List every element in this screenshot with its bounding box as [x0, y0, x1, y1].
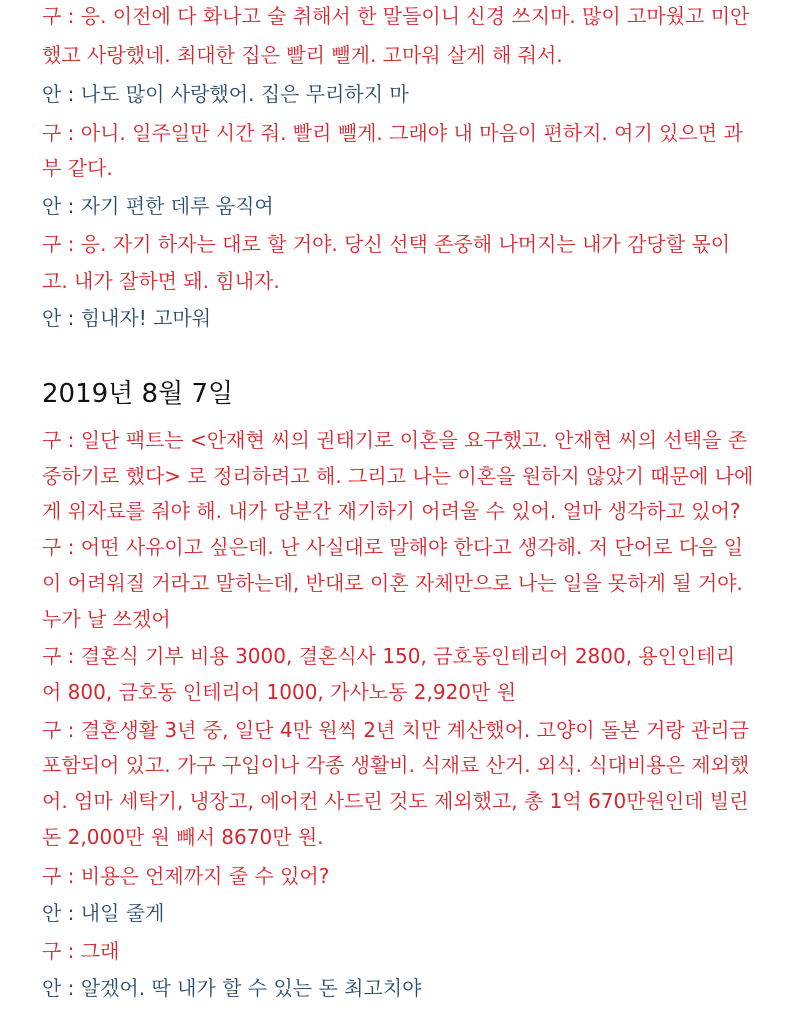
text-line: 구 : 어떤 사유이고 싶은데. 난 사실대로 말해야 한다고 생각해. 저 단어로 다음 일: [42, 535, 744, 559]
text-line: 안 : 알겠어. 딱 내가 할 수 있는 돈 최고치야: [42, 976, 422, 1000]
date-heading: 2019년 8월 7일: [42, 379, 234, 409]
text-line: 이 어려워질 거라고 말하는데, 반대로 이혼 자체만으로 나는 일을 못하게 될 거야.: [42, 571, 743, 595]
text-line: 중하기로 했다> 로 정리하려고 해. 그리고 나는 이혼을 원하지 않았기 때문에 나에: [42, 464, 754, 488]
text-line: 구 : 결혼생활 3년 중, 일단 4만 원씩 2년 치만 계산했어. 고양이 돌본 거랑 관리금: [42, 718, 749, 742]
text-line: 구 : 응. 자기 하자는 대로 할 거야. 당신 선택 존중해 나머지는 내가 감당할 몫이: [42, 232, 731, 256]
text-line: 안 : 힘내자! 고마워: [42, 306, 212, 330]
text-line: 구 : 비용은 언제까지 줄 수 있어?: [42, 864, 330, 888]
text-line: 돈 2,000만 원 빼서 8670만 원.: [42, 825, 324, 849]
text-line: 안 : 나도 많이 사랑했어. 집은 무리하지 마: [42, 82, 409, 106]
text-line: 구 : 아니. 일주일만 시간 줘. 빨리 뺄게. 그래야 내 마음이 편하지. 여기 있으면 과: [42, 121, 743, 145]
text-line: 안 : 자기 편한 데루 움직여: [42, 194, 274, 218]
text-line: 어. 엄마 세탁기, 냉장고, 에어컨 사드린 것도 제외했고, 총 1억 670만원인데 빌린: [42, 789, 749, 813]
text-line: 구 : 응. 이전에 다 화나고 술 취해서 한 말들이니 신경 쓰지마. 많이 고마웠고 미안: [42, 4, 750, 28]
text-line: 포함되어 있고. 가구 구입이나 각종 생활비. 식재료 산거. 외식. 식대비용은 제외했: [42, 753, 750, 777]
text-line: 고. 내가 잘하면 돼. 힘내자.: [42, 269, 280, 293]
text-line: 했고 사랑했네. 최대한 집은 빨리 뺄게. 고마워 살게 해 줘서.: [42, 43, 563, 67]
text-line: 구 : 결혼식 기부 비용 3000, 결혼식사 150, 금호동인테리어 2800, 용인인테리: [42, 644, 736, 668]
text-line: 게 위자료를 줘야 해. 내가 당분간 재기하기 어려울 수 있어. 얼마 생각하고 있어?: [42, 499, 741, 523]
text-line: 누가 날 쓰겠어: [42, 607, 171, 631]
text-line: 구 : 그래: [42, 939, 120, 963]
text-line: 어 800, 금호동 인테리어 1000, 가사노동 2,920만 원: [42, 680, 517, 704]
text-line: 부 같다.: [42, 156, 113, 180]
text-line: 구 : 일단 팩트는 <안재현 씨의 권태기로 이혼을 요구했고. 안재현 씨의 선택을 존: [42, 428, 748, 452]
text-line: 안 : 내일 줄게: [42, 901, 165, 925]
